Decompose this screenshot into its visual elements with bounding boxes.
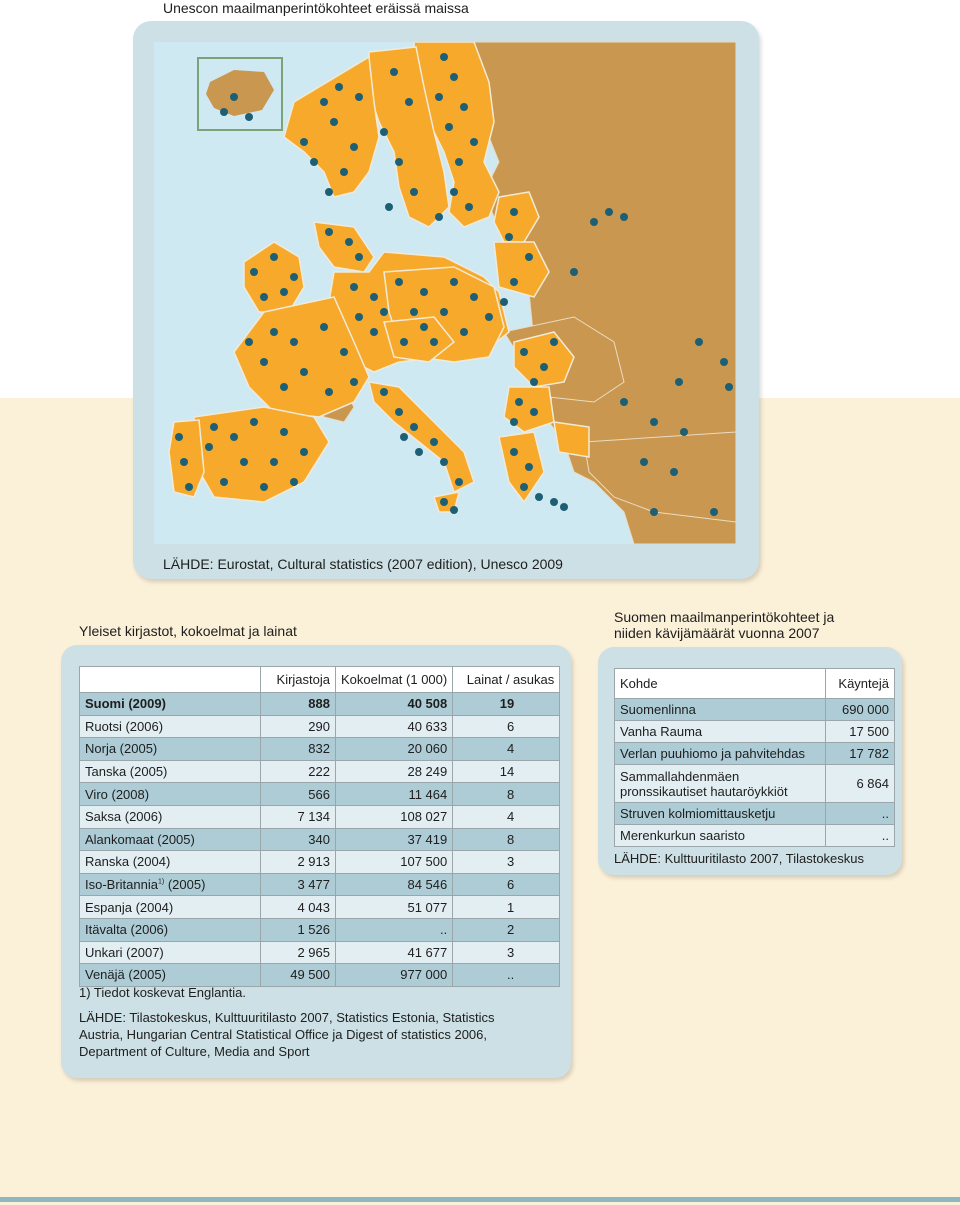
- libraries-cell: 340: [261, 828, 336, 851]
- heritage-site-dot: [415, 448, 423, 456]
- heritage-site-dot: [650, 418, 658, 426]
- heritage-site-dot: [505, 233, 513, 241]
- table-row: [80, 941, 560, 964]
- heritage-site-dot: [420, 288, 428, 296]
- heritage-site-dot: [245, 338, 253, 346]
- heritage-site-dot: [435, 213, 443, 221]
- libraries-cell: 566: [261, 783, 336, 806]
- collections-cell: ..: [336, 918, 453, 941]
- map-source: LÄHDE: Eurostat, Cultural statistics (2007 edition), Unesco 2009: [163, 556, 563, 572]
- heritage-site-dot: [180, 458, 188, 466]
- heritage-site-dot: [440, 53, 448, 61]
- libraries-footnote: 1) Tiedot koskevat Englantia.: [79, 985, 246, 1000]
- heritage-site-dot: [535, 493, 543, 501]
- heritage-site-dot: [650, 508, 658, 516]
- heritage-site-dot: [560, 503, 568, 511]
- heritage-site-dot: [380, 308, 388, 316]
- heritage-site-dot: [470, 293, 478, 301]
- heritage-site-dot: [410, 308, 418, 316]
- header-collections: Kokoelmat (1 000): [336, 667, 453, 693]
- libraries-cell: 2 965: [261, 941, 336, 964]
- heritage-site-dot: [300, 138, 308, 146]
- heritage-site-dot: [300, 448, 308, 456]
- heritage-site-dot: [395, 408, 403, 416]
- collections-cell: 84 546: [336, 873, 453, 896]
- heritage-site-dot: [260, 293, 268, 301]
- heritage-site-dot: [370, 328, 378, 336]
- heritage-site-dot: [445, 123, 453, 131]
- heritage-site-dot: [380, 388, 388, 396]
- table-row: [80, 760, 560, 783]
- heritage-site-dot: [620, 398, 628, 406]
- heritage-site-dot: [570, 268, 578, 276]
- table-row: [80, 918, 560, 941]
- heritage-site-dot: [250, 418, 258, 426]
- heritage-site-dot: [185, 483, 193, 491]
- site-visits-cell: ..: [826, 803, 895, 825]
- heritage-site-dot: [175, 433, 183, 441]
- heritage-site-dot: [410, 188, 418, 196]
- heritage-site-dot: [350, 378, 358, 386]
- heritage-site-dot: [300, 368, 308, 376]
- heritage-site-dot: [340, 348, 348, 356]
- site-name-cell: Merenkurkun saaristo: [615, 825, 826, 847]
- heritage-site-dot: [410, 423, 418, 431]
- heritage-site-dot: [320, 323, 328, 331]
- heritage-site-dot: [220, 108, 228, 116]
- country-cell: Venäjä (2005): [80, 964, 261, 987]
- heritage-site-dot: [355, 253, 363, 261]
- heritage-site-dot: [720, 358, 728, 366]
- loans-cell: ..: [453, 964, 560, 987]
- loans-cell: 19: [453, 693, 560, 716]
- libraries-cell: 3 477: [261, 873, 336, 896]
- heritage-site-dot: [680, 428, 688, 436]
- loans-cell: 4: [453, 805, 560, 828]
- header-visits: Käyntejä: [826, 669, 895, 699]
- heritage-site-dot: [710, 508, 718, 516]
- map-title: Unescon maailmanperintökohteet eräissä maissa: [163, 0, 469, 16]
- table-row: [615, 803, 895, 825]
- heritage-site-dot: [675, 378, 683, 386]
- country-cell: Ruotsi (2006): [80, 715, 261, 738]
- heritage-site-dot: [280, 383, 288, 391]
- country-year: (2005): [164, 877, 206, 893]
- heritage-site-dot: [385, 203, 393, 211]
- heritage-site-dot: [310, 158, 318, 166]
- loans-cell: 8: [453, 828, 560, 851]
- collections-cell: 51 077: [336, 896, 453, 919]
- libraries-heading: Yleiset kirjastot, kokoelmat ja lainat: [79, 623, 297, 639]
- heritage-site-dot: [325, 228, 333, 236]
- heritage-site-dot: [400, 433, 408, 441]
- heritage-site-dot: [525, 253, 533, 261]
- heritage-site-dot: [270, 458, 278, 466]
- table-row: [615, 699, 895, 721]
- heritage-site-dot: [395, 158, 403, 166]
- libraries-source: LÄHDE: Tilastokeskus, Kulttuuritilasto 2007, Statistics Estonia, Statistics Austria, Hungarian Central Statistical Office ja Digest of statistics 2006, Department of Culture, Media and Sport: [79, 1010, 495, 1059]
- collections-cell: 40 508: [336, 693, 453, 716]
- libraries-cell: 2 913: [261, 851, 336, 874]
- heritage-site-dot: [525, 463, 533, 471]
- heritage-site-dot: [510, 448, 518, 456]
- header-empty: [80, 667, 261, 693]
- europe-map: [154, 42, 736, 544]
- collections-cell: 40 633: [336, 715, 453, 738]
- heritage-site-dot: [450, 506, 458, 514]
- site-name-cell: Suomenlinna: [615, 699, 826, 721]
- table-row: [80, 873, 560, 896]
- table-row: [615, 721, 895, 743]
- heritage-site-dot: [450, 188, 458, 196]
- libraries-cell: 49 500: [261, 964, 336, 987]
- country-cell: Viro (2008): [80, 783, 261, 806]
- site-visits-cell: 17 782: [826, 743, 895, 765]
- collections-cell: 977 000: [336, 964, 453, 987]
- country-cell: [80, 873, 261, 896]
- table-row: [615, 743, 895, 765]
- heritage-site-dot: [510, 278, 518, 286]
- heritage-site-dot: [290, 478, 298, 486]
- heritage-site-dot: [270, 253, 278, 261]
- table-row: [80, 783, 560, 806]
- table-header-row: [615, 669, 895, 699]
- header-libraries: Kirjastoja: [261, 667, 336, 693]
- heritage-site-dot: [250, 268, 258, 276]
- site-name-cell: Sammallahdenmäen pronssikautiset hautaröykkiöt: [615, 765, 826, 803]
- heritage-site-dot: [420, 323, 428, 331]
- sites-heading: Suomen maailmanperintökohteet ja niiden kävijämäärät vuonna 2007: [614, 609, 835, 641]
- libraries-cell: 7 134: [261, 805, 336, 828]
- collections-cell: 11 464: [336, 783, 453, 806]
- heritage-site-dot: [530, 378, 538, 386]
- collections-cell: 37 419: [336, 828, 453, 851]
- table-row: [80, 851, 560, 874]
- country-cell: Saksa (2006): [80, 805, 261, 828]
- heritage-site-dot: [510, 418, 518, 426]
- site-name-cell: Struven kolmiomittausketju: [615, 803, 826, 825]
- heritage-site-dot: [450, 73, 458, 81]
- libraries-cell: 290: [261, 715, 336, 738]
- heritage-site-dot: [230, 93, 238, 101]
- heritage-site-dot: [245, 113, 253, 121]
- collections-cell: 107 500: [336, 851, 453, 874]
- heritage-site-dot: [455, 478, 463, 486]
- heritage-site-dot: [550, 498, 558, 506]
- libraries-cell: 4 043: [261, 896, 336, 919]
- heritage-site-dot: [590, 218, 598, 226]
- header-site: Kohde: [615, 669, 826, 699]
- heritage-site-dot: [240, 458, 248, 466]
- heritage-site-dot: [355, 93, 363, 101]
- heritage-site-dot: [450, 278, 458, 286]
- heritage-site-dot: [210, 423, 218, 431]
- heritage-site-dot: [290, 273, 298, 281]
- site-name-cell: Vanha Rauma: [615, 721, 826, 743]
- heritage-site-dot: [530, 408, 538, 416]
- collections-cell: 108 027: [336, 805, 453, 828]
- heritage-site-dot: [460, 328, 468, 336]
- site-visits-cell: 690 000: [826, 699, 895, 721]
- loans-cell: 1: [453, 896, 560, 919]
- site-visits-cell: ..: [826, 825, 895, 847]
- table-row: [80, 693, 560, 716]
- heritage-site-dot: [430, 338, 438, 346]
- heritage-site-dot: [355, 313, 363, 321]
- table-row: [615, 825, 895, 847]
- header-loans: Lainat / asukas: [453, 667, 560, 693]
- heritage-site-dot: [640, 458, 648, 466]
- sites-table: [614, 668, 895, 847]
- heritage-site-dot: [325, 188, 333, 196]
- collections-cell: 41 677: [336, 941, 453, 964]
- heritage-site-dot: [520, 348, 528, 356]
- country-cell: Tanska (2005): [80, 760, 261, 783]
- collections-cell: 28 249: [336, 760, 453, 783]
- heritage-site-dot: [515, 398, 523, 406]
- heritage-site-dot: [205, 443, 213, 451]
- heritage-site-dot: [435, 93, 443, 101]
- heritage-site-dot: [260, 358, 268, 366]
- heritage-site-dot: [260, 483, 268, 491]
- heritage-site-dot: [440, 308, 448, 316]
- heritage-site-dot: [290, 338, 298, 346]
- loans-cell: 4: [453, 738, 560, 761]
- libraries-cell: 888: [261, 693, 336, 716]
- country-cell: Espanja (2004): [80, 896, 261, 919]
- table-row: [80, 828, 560, 851]
- heritage-site-dot: [500, 298, 508, 306]
- table-row: [80, 738, 560, 761]
- table-row: [615, 765, 895, 803]
- heritage-site-dot: [220, 478, 228, 486]
- collections-cell: 20 060: [336, 738, 453, 761]
- heritage-site-dot: [510, 208, 518, 216]
- loans-cell: 14: [453, 760, 560, 783]
- libraries-cell: 832: [261, 738, 336, 761]
- heritage-site-dot: [460, 103, 468, 111]
- site-name-cell: Verlan puuhiomo ja pahvitehdas: [615, 743, 826, 765]
- heritage-site-dot: [470, 138, 478, 146]
- heritage-site-dot: [380, 128, 388, 136]
- heritage-site-dot: [230, 433, 238, 441]
- heritage-site-dot: [345, 238, 353, 246]
- heritage-site-dot: [370, 293, 378, 301]
- heritage-site-dot: [540, 363, 548, 371]
- country-name: Iso-Britannia: [85, 877, 158, 893]
- heritage-site-dot: [620, 213, 628, 221]
- libraries-cell: 1 526: [261, 918, 336, 941]
- heritage-site-dot: [325, 388, 333, 396]
- heritage-site-dot: [400, 338, 408, 346]
- heritage-site-dot: [455, 158, 463, 166]
- country-cell: Ranska (2004): [80, 851, 261, 874]
- country-cell: Suomi (2009): [80, 693, 261, 716]
- site-visits-cell: 17 500: [826, 721, 895, 743]
- loans-cell: 8: [453, 783, 560, 806]
- heritage-site-dot: [725, 383, 733, 391]
- heritage-site-dot: [350, 143, 358, 151]
- libraries-cell: 222: [261, 760, 336, 783]
- sites-source: LÄHDE: Kulttuuritilasto 2007, Tilastokeskus: [614, 851, 865, 866]
- site-visits-cell: 6 864: [826, 765, 895, 803]
- bottom-rule: [0, 1197, 960, 1202]
- heritage-site-dot: [695, 338, 703, 346]
- heritage-site-dot: [330, 118, 338, 126]
- loans-cell: 2: [453, 918, 560, 941]
- country-cell: Norja (2005): [80, 738, 261, 761]
- heritage-site-dot: [485, 313, 493, 321]
- table-row: [80, 896, 560, 919]
- country-cell: Unkari (2007): [80, 941, 261, 964]
- table-row: [80, 715, 560, 738]
- heritage-site-dot: [270, 328, 278, 336]
- footnote-marker: 1): [157, 878, 165, 886]
- heritage-site-dot: [440, 458, 448, 466]
- heritage-site-dot: [390, 68, 398, 76]
- loans-cell: 3: [453, 851, 560, 874]
- heritage-site-dot: [335, 83, 343, 91]
- libraries-table: [79, 666, 560, 987]
- heritage-site-dot: [395, 278, 403, 286]
- heritage-site-dot: [350, 283, 358, 291]
- heritage-site-dot: [440, 498, 448, 506]
- heritage-site-dot: [320, 98, 328, 106]
- heritage-site-dot: [670, 468, 678, 476]
- heritage-site-dot: [465, 203, 473, 211]
- country-cell: Alankomaat (2005): [80, 828, 261, 851]
- heritage-site-dot: [280, 428, 288, 436]
- heritage-site-dot: [550, 338, 558, 346]
- heritage-site-dot: [605, 208, 613, 216]
- heritage-site-dot: [340, 168, 348, 176]
- heritage-site-dot: [405, 98, 413, 106]
- loans-cell: 3: [453, 941, 560, 964]
- country-cell: Itävalta (2006): [80, 918, 261, 941]
- table-row: [80, 805, 560, 828]
- loans-cell: 6: [453, 715, 560, 738]
- heritage-site-dot: [430, 438, 438, 446]
- loans-cell: 6: [453, 873, 560, 896]
- table-row: [80, 964, 560, 987]
- heritage-site-dot: [520, 483, 528, 491]
- table-header-row: [80, 667, 560, 693]
- heritage-site-dot: [280, 288, 288, 296]
